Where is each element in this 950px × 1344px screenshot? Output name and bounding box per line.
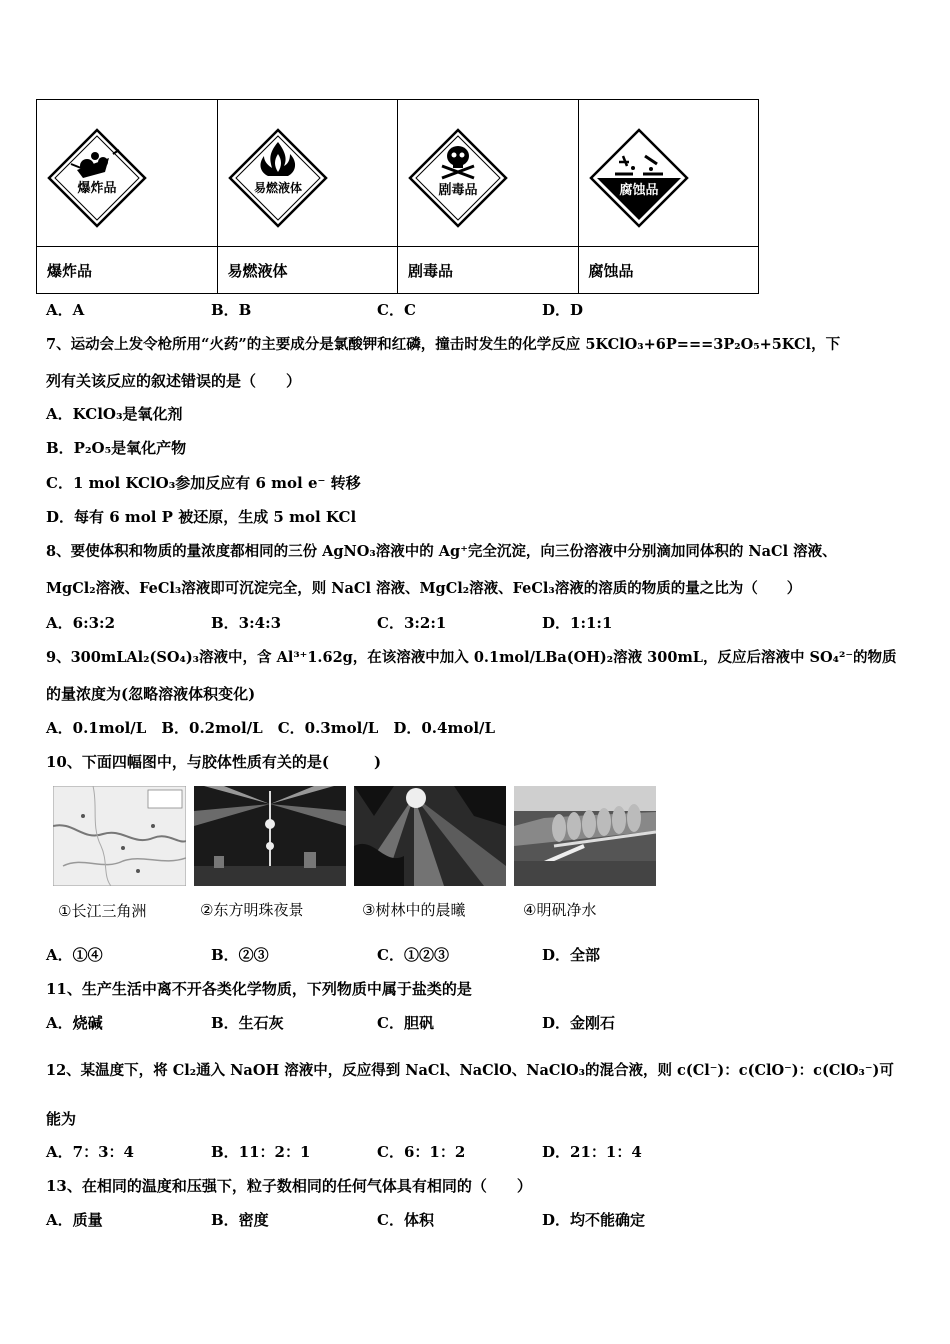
q8-stem-line1: 8、要使体积和物质的量浓度都相同的三份 AgNO₃溶液中的 Ag⁺完全沉淀，向三份溶液中分别滴加同体积的 NaCl 溶液、 (46, 543, 837, 560)
q10-stem: 10、下面四幅图中，与胶体性质有关的是( ) (46, 753, 382, 771)
hazard-cell-corrosive (578, 100, 759, 247)
explosive-icon-text: 爆炸品 (77, 181, 117, 196)
hazard-cell-explosive (37, 100, 218, 247)
q12-option-b: B．11：2：1 (211, 1143, 311, 1161)
q8-stem-line2: MgCl₂溶液、FeCl₃溶液即可沉淀完全，则 NaCl 溶液、MgCl₂溶液、FeCl₃溶液的溶质的物质的量之比为（ ） (46, 580, 802, 597)
q9-stem-line1: 9、300mLAl₂(SO₄)₃溶液中，含 Al³⁺1.62g，在该溶液中加入 0.1mol/LBa(OH)₂溶液 300mL，反应后溶液中 SO₄²⁻的物质 (46, 649, 897, 666)
q11-option-c: C．胆矾 (377, 1014, 434, 1032)
hazard-label-toxic: 剧毒品 (398, 247, 579, 294)
q8-option-d: D．1:1:1 (542, 614, 613, 632)
q13-option-d: D．均不能确定 (542, 1211, 646, 1229)
q12-stem-line1: 12、某温度下，将 Cl₂通入 NaOH 溶液中，反应得到 NaCl、NaClO、NaClO₃的混合液，则 c(Cl⁻)：c(ClO⁻)：c(ClO₃⁻)可 (46, 1062, 894, 1079)
q10-option-d: D．全部 (542, 946, 601, 964)
q6-option-d: D．D (542, 301, 584, 319)
q7-option-d: D．每有 6 mol P 被还原，生成 5 mol KCl (46, 508, 357, 526)
q6-option-b: B．B (211, 301, 252, 319)
q13-option-a: A．质量 (46, 1211, 103, 1229)
hazard-label-explosive: 爆炸品 (37, 247, 218, 294)
q8-option-b: B．3:4:3 (211, 614, 282, 632)
flammable-liquid-icon (228, 128, 328, 228)
q8-option-c: C．3:2:1 (377, 614, 447, 632)
photo-forest-morning-light (354, 786, 506, 886)
q7-stem-line2: 列有关该反应的叙述错误的是（ ） (46, 372, 302, 390)
q11-option-d: D．金刚石 (542, 1014, 616, 1032)
hazard-label-corrosive: 腐蚀品 (578, 247, 759, 294)
toxic-skull-icon (408, 128, 508, 228)
q12-option-d: D．21：1：4 (542, 1143, 642, 1161)
photo-label-1: ①长江三角洲 (58, 902, 147, 920)
flammable-icon-text: 易燃液体 (253, 181, 302, 195)
q7-option-a: A．KClO₃是氧化剂 (46, 405, 183, 423)
corrosive-icon-text: 腐蚀品 (618, 183, 659, 198)
q6-option-a: A．A (46, 301, 85, 319)
q10-option-b: B．②③ (211, 946, 269, 964)
q9-options: A．0.1mol/L B．0.2mol/L C．0.3mol/L D．0.4mol/L (46, 719, 496, 737)
q9-stem-line2: 的量浓度为(忽略溶液体积变化) (46, 685, 256, 703)
explosive-hazard-icon (47, 128, 147, 228)
toxic-icon-text: 剧毒品 (438, 183, 478, 198)
hazard-symbol-table (36, 99, 759, 294)
q10-option-a: A．①④ (46, 946, 103, 964)
q10-option-c: C．①②③ (377, 946, 449, 964)
q12-stem-line2: 能为 (46, 1110, 77, 1128)
photo-yangtze-delta-map (53, 786, 186, 886)
q6-option-c: C．C (377, 301, 416, 319)
hazard-cell-toxic (398, 100, 579, 247)
hazard-cell-flammable (217, 100, 398, 247)
q7-option-b: B．P₂O₅是氧化产物 (46, 439, 187, 457)
q11-option-a: A．烧碱 (46, 1014, 103, 1032)
q12-option-c: C．6：1：2 (377, 1143, 466, 1161)
photo-label-2: ②东方明珠夜景 (200, 901, 304, 919)
q11-option-b: B．生石灰 (211, 1014, 284, 1032)
corrosive-hazard-icon (589, 128, 689, 228)
photo-oriental-pearl-night (194, 786, 346, 886)
q13-option-b: B．密度 (211, 1211, 269, 1229)
photo-label-3: ③树林中的晨曦 (362, 901, 466, 919)
q11-stem: 11、生产生活中离不开各类化学物质，下列物质中属于盐类的是 (46, 980, 472, 998)
q12-option-a: A．7：3：4 (46, 1143, 134, 1161)
q13-option-c: C．体积 (377, 1211, 434, 1229)
q7-stem-line1: 7、运动会上发令枪所用“火药”的主要成分是氯酸钾和红磷，撞击时发生的化学反应 5KClO₃+6P===3P₂O₅+5KCl，下 (46, 336, 841, 353)
q7-option-c: C．1 mol KClO₃参加反应有 6 mol e⁻ 转移 (46, 474, 361, 492)
photo-label-4: ④明矾净水 (523, 901, 597, 919)
hazard-label-flammable: 易燃液体 (217, 247, 398, 294)
q13-stem: 13、在相同的温度和压强下，粒子数相同的任何气体具有相同的（ ） (46, 1177, 532, 1195)
q8-option-a: A．6:3:2 (46, 614, 116, 632)
photo-alum-water-purification (514, 786, 656, 886)
